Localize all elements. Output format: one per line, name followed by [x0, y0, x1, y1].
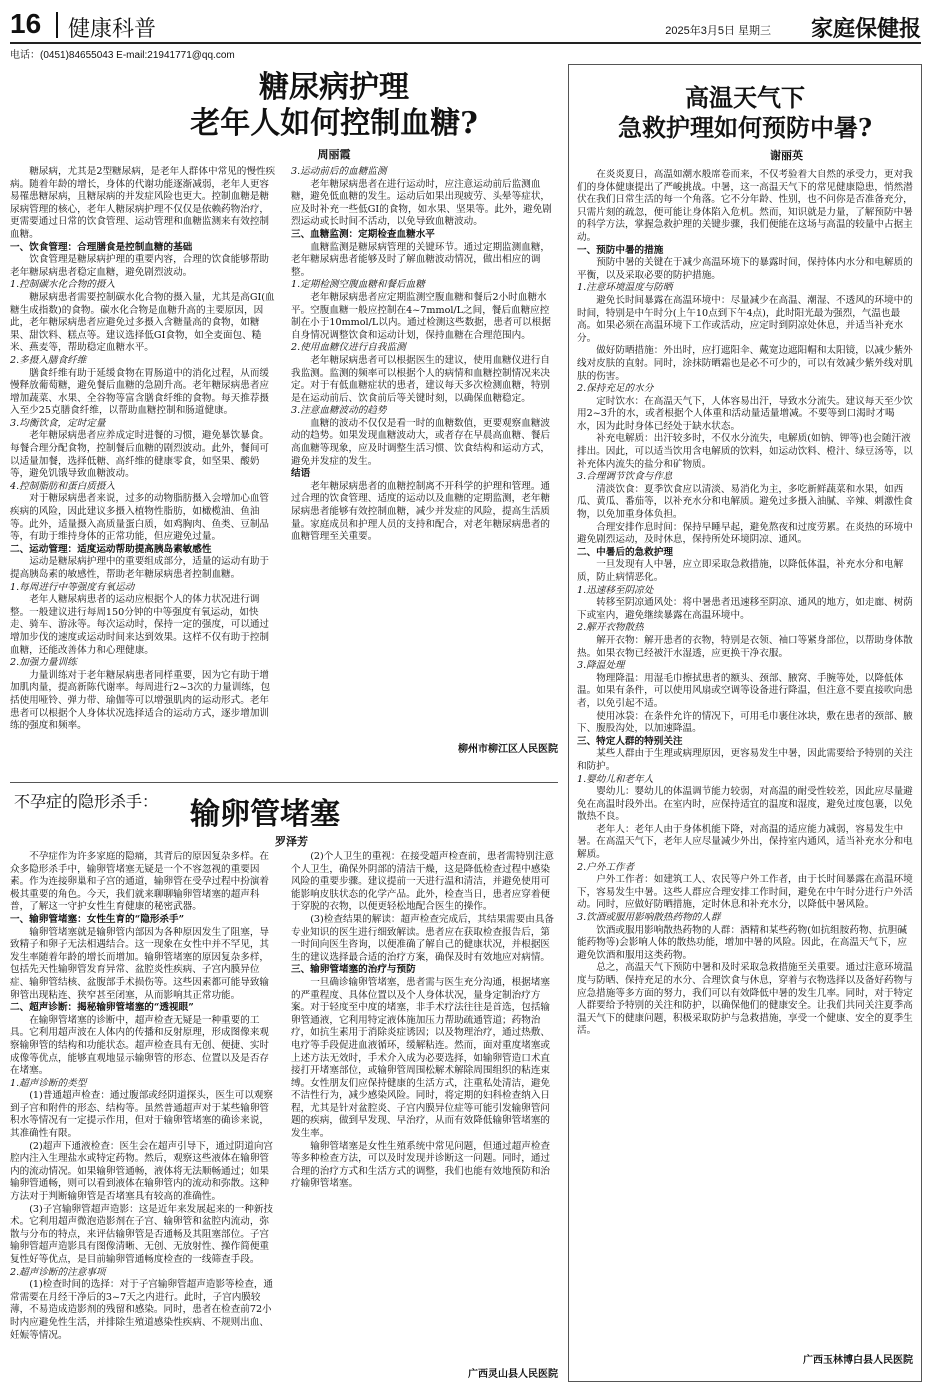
- paragraph: 糖尿病患者需要控制碳水化合物的摄入量，尤其是高GI(血糖生成指数)的食物。碳水化合物是血糖升高的主要原因，因此，老年糖尿病患者应避免过多摄入含糖量高的食物，如糖果、甜饮料、糕点等。建议选择低GI食物，如全麦面包、糙米、燕麦等，帮助稳定血糖水平。: [10, 291, 275, 354]
- article-heatstroke: [568, 64, 922, 1382]
- sub-heading: 2.解开衣物散热: [577, 622, 644, 634]
- paragraph: 饮食管理是糖尿病护理的重要内容，合理的饮食能够帮助老年糖尿病患者稳定血糖，避免剧烈波动。: [10, 254, 270, 278]
- paragraph: 某些人群由于生理或病理原因，更容易发生中暑，因此需要给予特别的关注和防护。: [577, 748, 913, 772]
- newspaper-brand: 家庭保健报: [810, 16, 921, 42]
- sub-heading: 4.控制脂肪和蛋白质摄入: [10, 480, 116, 492]
- paragraph: (3)检查结果的解读：超声检查完成后，其结果需要由具备专业知识的医生进行细致解读。患者应在获取检查报告后，第一时间向医生咨询，以便准确了解自己的健康状况，并根据医生的建议选择最合适的治疗方案，确保及时有效地应对病情。: [291, 913, 555, 963]
- section-heading: 二、运动管理：适度运动帮助提高胰岛素敏感性: [10, 543, 212, 555]
- sub-heading: 1.迅速移至阴凉处: [577, 584, 654, 596]
- sub-heading: 1.超声诊断的类型: [10, 1077, 87, 1089]
- paragraph: 老年糖尿病患者可以根据医生的建议，使用血糖仪进行自我监测。监测的频率可以根据个人的病情和血糖控制情况来决定。对于有低血糖症状的患者，建议每天多次检测血糖，特别是在运动前后、饮食前后等关键时刻，以确保血糖稳定。: [291, 354, 551, 404]
- sub-heading: 3.饮酒或服用影响散热药物的人群: [577, 912, 721, 924]
- article3-source: 广西玉林博白县人民医院: [803, 1355, 913, 1366]
- article2-author: 罗泽芳: [275, 835, 308, 848]
- sub-heading: 3.均衡饮食，定时定量: [10, 417, 106, 429]
- paragraph: 血糖监测是糖尿病管理的关键环节。通过定期监测血糖，老年糖尿病患者能够及时了解血糖波动情况，做出相应的调整。: [291, 241, 551, 278]
- paragraph: 一旦确诊输卵管堵塞，患者需与医生充分沟通，根据堵塞的严重程度、具体位置以及个人身体状况，量身定制治疗方案。对于轻度至中度的堵塞，非手术疗法往往是首选，包括输卵管通液，它利用特定液体施加压力帮助疏通管道；药物治疗，如抗生素用于消除炎症诱因；以及物理治疗，通过热敷、电疗等手段促进血液循环，缓解粘连。然而，面对重度堵塞或上述方法无效时，手术介入成为必要选择，如输卵管造口术直接打开堵塞部位，或输卵管周围松解术解除周围组织的粘连束缚。女性朋友们应保持健康的生活方式，注重私处清洁，避免不洁性行为，减少感染风险。同时，将定期的妇科检查纳入日程，尤其是针对盆腔炎、子宫内膜异位症等可能引发输卵管问题的疾病，做到早发现、早治疗，从而有效降低输卵管堵塞的发生率。: [291, 976, 551, 1140]
- paragraph: 输卵管堵塞是女性生殖系统中常见问题，但通过超声检查等多种检查方法，可以及时发现并诊断这一问题。同时，通过合理的治疗方式和生活方式的调整，我们也能有效地预防和治疗输卵管堵塞。: [291, 1140, 551, 1190]
- article1-source: 柳州市柳江区人民医院: [458, 744, 558, 755]
- sub-heading: 1.每周进行中等强度有氧运动: [10, 581, 135, 593]
- sub-heading: 2.户外工作者: [577, 861, 635, 873]
- paragraph: 定时饮水：在高温天气下，人体容易出汗，导致水分流失。建议每天至少饮用2~3升的水，或者根据个人体重和活动量适量增减。不要等到口渴时才喝水，因为此时身体已经处于缺水状态。: [577, 395, 913, 432]
- sub-heading: 2.多摄入膳食纤维: [10, 354, 87, 366]
- paragraph: 糖尿病，尤其是2型糖尿病，是老年人群体中常见的慢性疾病。随着年龄的增长，身体的代谢功能逐渐减弱，老年人更容易罹患糖尿病，且糖尿病的并发症风险也更大。控制血糖是糖尿病管理的核心，老年人糖尿病护理不仅仅是依赖药物治疗，更需要通过日常的饮食管理、运动管理和血糖监测来有效控制血糖。: [10, 166, 276, 240]
- paragraph: 不孕症作为许多家庭的隐痛，其背后的原因复杂多样。在众多隐形杀手中，输卵管堵塞无疑是一个不容忽视的重要因素。作为连接卵巢和子宫的通道，输卵管在受孕过程中扮演着极其重要的角色。今天，我们就来聊聊输卵管堵塞的超声科普，了解这一守护女性生育健康的秘密武器。: [10, 851, 270, 913]
- sub-heading: 3.合理调节饮食与作息: [577, 471, 673, 483]
- article2-body: [10, 851, 558, 1361]
- sub-heading: 3.降温处理: [577, 660, 625, 672]
- paragraph: 总之，高温天气下预防中暑和及时采取急救措施至关重要。通过注意环境温度与防晒、保持充足的水分、合理饮食与休息，穿着与衣物选择以及备好药物与应急措施等多方面的努力，我们可以有效降低中暑的发生几率。同时，对于特定人群要给予特别的关注和防护，以确保他们的健康安全。让我们共同关注夏季高温天气下的健康问题，积极采取防护与急救措施，享受一个健康、安全的夏季生活。: [577, 962, 913, 1037]
- section-heading: 三、输卵管堵塞的治疗与预防: [291, 964, 416, 976]
- sub-heading: 3.运动前后的血糖监测: [291, 166, 387, 177]
- paragraph: 婴幼儿：婴幼儿的体温调节能力较弱，对高温的耐受性较差，因此应尽量避免在高温时段外出。在室内时，应保持适宜的温度和湿度，避免过度包裹，以免散热不良。: [577, 786, 913, 823]
- article3-body: [577, 169, 913, 1347]
- section-heading: 结语: [291, 468, 311, 480]
- paragraph: 物理降温：用湿毛巾擦拭患者的额头、颈部、腋窝、手腕等处，以降低体温。如果有条件，可以使用风扇或空调等设备进行降温，但注意不要直接吹向患者，以免引起不适。: [577, 672, 913, 709]
- article1-body: [10, 166, 558, 736]
- paragraph: 对于糖尿病患者来说，过多的动物脂肪摄入会增加心血管疾病的风险，因此建议多摄入植物性脂肪，如橄榄油、鱼油等。此外，适量摄入高质量蛋白质，如鸡胸肉、鱼类、豆制品等，有助于维持身体的正常功能，但应避免过量。: [10, 493, 270, 543]
- section-heading: 一、输卵管堵塞：女性生育的“隐形杀手”: [10, 913, 185, 925]
- article3-author: 谢丽英: [770, 149, 803, 162]
- paragraph: 户外工作者：如建筑工人、农民等户外工作者，由于长时间暴露在高温环境下，容易发生中暑。这些人群应合理安排工作时间，避免在中午时分进行户外活动。同时，应做好防晒措施，定时休息和补充水分，以降低中暑风险。: [577, 874, 913, 911]
- article3-title-line2: 急救护理如何预防中暑?: [617, 113, 873, 142]
- paragraph: 转移至阴凉通风处：将中暑患者迅速移至阴凉、通风的地方，如走廊、树荫下或室内，避免继续暴露在高温环境中。: [577, 597, 913, 621]
- paragraph: (1)检查时间的选择：对于子宫输卵管超声造影等检查，通常需要在月经干净后的3~7天之内进行。此时，子宫内膜较薄，不易造成造影剂的残留和感染。同时，患者在检查前72小时内应避免性生活，并排除生殖道感染性疾病、不规则出血、妊娠等情况。: [10, 1279, 274, 1341]
- sub-heading: 2.加强力量训练: [10, 657, 77, 669]
- paragraph: 老年糖尿病患者的血糖控制离不开科学的护理和管理。通过合理的饮食管理、适度的运动以及血糖的定期监测，老年糖尿病患者能够有效控制血糖，减少并发症的风险，提高生活质量。家庭成员和护理人员的支持和配合，对老年糖尿病患者的血糖管理至关重要。: [291, 480, 551, 543]
- article2-title: 输卵管堵塞: [190, 797, 340, 832]
- page-number: 16: [10, 8, 42, 39]
- sub-heading: 2.超声诊断的注意事项: [10, 1266, 106, 1278]
- sub-heading: 1.注意环境温度与防晒: [577, 282, 673, 294]
- section-heading: 一、饮食管理：合理膳食是控制血糖的基础: [10, 241, 193, 253]
- paragraph: 清淡饮食：夏季饮食应以清淡、易消化为主，多吃新鲜蔬菜和水果，如西瓜、黄瓜、番茄等，以补充水分和电解质。避免过多摄入油腻、辛辣、刺激性食物，以免加重身体负担。: [577, 483, 913, 521]
- section-heading: 一、预防中暑的措施: [577, 244, 664, 256]
- page-header: [10, 8, 921, 44]
- section-heading: 三、特定人群的特别关注: [577, 735, 683, 747]
- paragraph: 合理安排作息时间：保持早睡早起，避免熬夜和过度劳累。在炎热的环境中避免剧烈运动，及时休息，保持所处环境阴凉、通风。: [577, 521, 913, 546]
- sub-heading: 1.婴幼儿和老年人: [577, 773, 654, 785]
- article1-author: 周丽霞: [317, 148, 351, 161]
- paragraph: 血糖的波动不仅仅是看一时的血糖数值，更要观察血糖波动的趋势。如果发现血糖波动大，或者存在早晨高血糖、餐后高血糖等现象，应及时调整生活习惯、饮食结构和运动方式，避免并发症的发生。: [291, 417, 551, 467]
- article1-title-line1: 糖尿病护理: [259, 70, 409, 105]
- sub-heading: 2.使用血糖仪进行自我监测: [291, 342, 406, 354]
- section-name: 健康科普: [68, 17, 157, 42]
- article-tubal-blockage: [10, 782, 558, 1383]
- header-divider: [56, 12, 58, 38]
- paragraph: 避免长时间暴露在高温环境中：尽量减少在高温、潮湿、不透风的环境中的时间，特别是中午时分(上午10点到下午4点)，此时阳光最为强烈，气温也最高。如果必须在高温环境下工作或活动，应定时到阴凉处休息，并适当补充水分。: [577, 294, 913, 344]
- paragraph: 老年人糖尿病患者的运动应根据个人的体力状况进行调整。一般建议进行每周150分钟的中等强度有氧运动，如快走、骑车、游泳等。每次运动时，保持一定的强度，可以通过增加步伐的速度或运动时间来达到效果。这样不仅有助于控制血糖，还能改善体力和心理健康。: [10, 594, 270, 656]
- paragraph: (2)个人卫生的重视：在接受超声检查前，患者需特别注意个人卫生，确保外阴部的清洁干燥，这是降低检查过程中感染风险的重要步骤。建议提前一天进行温和清洁，并避免使用可能影响皮肤状态的化学产品。此外，检查当日，患者应穿着便于穿脱的衣物，以便更轻松地配合医生的操作。: [291, 851, 555, 913]
- paragraph: 老年糖尿病患者应养成定时进餐的习惯，避免暴饮暴食。每餐合理分配食物，控制餐后血糖的剧烈波动。此外，餐间可以适量加餐，选择低糖、高纤维的健康零食，如坚果、酸奶等，避免饥饿导致血糖波动。: [10, 430, 270, 480]
- paragraph: 力量训练对于老年糖尿病患者同样重要，因为它有助于增加肌肉量，提高新陈代谢率。每周进行2~3次的力量训练，包括使用哑铃、弹力带、瑜伽等可以增强肌肉的运动形式。老年患者可以根据个人身体状况选择适合的运动方式，逐步增加训练的强度和频率。: [10, 669, 271, 732]
- paragraph: 老年人：老年人由于身体机能下降，对高温的适应能力减弱，容易发生中暑。在高温天气下，老年人应尽量减少外出，保持室内通风，适当补充水分和电解质。: [577, 823, 913, 861]
- section-heading: 三、血糖监测：定期检查血糖水平: [291, 228, 435, 240]
- paragraph: 预防中暑的关键在于减少高温环境下的暴露时间，保持体内水分和电解质的平衡，以及采取必要的防护措施。: [577, 257, 913, 281]
- paragraph: 老年糖尿病患者在进行运动时，应注意运动前后监测血糖，避免低血糖的发生。运动后如果出现疲劳、头晕等症状，应及时补充一些低GI的食物，如水果、坚果等。此外，避免剧烈运动或长时间不活动，以免导致血糖波动。: [291, 178, 552, 228]
- paragraph: (2)超声下通液检查：医生会在超声引导下，通过阴道向宫腔内注入生理盐水或特定药物。然后，观察这些液体在输卵管内的流动情况。如果输卵管通畅，液体将无法顺畅通过；如果输卵管通畅，则可以看到液体在输卵管内的流动和弥散。这种方法对于判断输卵管是否堵塞具有较高的准确性。: [10, 1140, 274, 1203]
- issue-date: 2025年3月5日 星期三: [665, 25, 771, 37]
- sub-heading: 1.控制碳水化合物的摄入: [10, 279, 116, 291]
- paragraph: 补充电解质：出汗较多时，不仅水分流失，电解质(如钠、钾等)也会随汗液排出。因此，可以适当饮用含电解质的饮料，如运动饮料、橙汁、绿豆汤等，以补充体内流失的盐分和矿物质。: [577, 433, 913, 470]
- paragraph: 输卵管堵塞就是输卵管内部因为各种原因发生了阻塞，导致精子和卵子无法相遇结合。这一现象在女性中并不罕见，其发生率随着年龄的增长而增加。输卵管堵塞的原因复杂多样，包括先天性输卵管发育异常、盆腔炎性疾病、子宫内膜异位症、输卵管结核、盆腹部手术损伤等。这些因素都可能导致输卵管出现粘连、狭窄甚至闭塞，从而影响其正常功能。: [10, 926, 270, 1001]
- section-heading: 二、超声诊断：揭秘输卵管堵塞的“透视眼”: [10, 1002, 194, 1014]
- sub-heading: 2.保持充足的水分: [577, 383, 654, 395]
- paragraph: 使用冰袋：在条件允许的情况下，可用毛巾裹住冰块，敷在患者的颈部、腋下、腹股沟处，以加速降温。: [577, 710, 913, 735]
- article2-source: 广西灵山县人民医院: [468, 1369, 558, 1380]
- paragraph: 解开衣物：解开患者的衣物，特别是衣领、袖口等紧身部位，以帮助身体散热。如果衣物已经被汗水湿透，应更换干净衣服。: [577, 634, 913, 659]
- paragraph: 在炎炎夏日，高温如潮水般席卷而来，不仅考验着大自然的承受力，更对我们的身体健康提出了严峻挑战。中暑，这一高温天气下的常见健康隐患，悄然潜伏在我们日常生活的每一个角落。它不分年龄、性别，也不问你是否准备充分，只需片刻的疏忽，便可能让身体陷入危机。然而，知识就是力量，了解预防中暑的科学方法，掌握急救护理的关键步骤，我们便能在这场与高温的较量中占据主动。: [577, 169, 913, 243]
- sub-heading: 1.定期检测空腹血糖和餐后血糖: [291, 279, 425, 291]
- paragraph: 膳食纤维有助于延缓食物在胃肠道中的消化过程，从而缓慢释放葡萄糖，避免餐后血糖的急剧升高。老年糖尿病患者应增加蔬菜、水果、全谷物等富含膳食纤维的食物。每天推荐摄入至少25克膳食纤维，以帮助血糖控制和肠道健康。: [10, 367, 270, 417]
- article3-title-line1: 高温天气下: [685, 83, 805, 112]
- paragraph: (3)子宫输卵管超声造影：这是近年来发展起来的一种新技术。它利用超声微泡造影剂在子宫、输卵管和盆腔内流动，弥散与分布的特点，来评估输卵管是否通畅及其阻塞部位。子宫输卵管超声造影具有图像清晰、无创、无放射性、操作简便重复性好等优点，是目前输卵管通畅度检查的一线筛查手段。: [10, 1203, 274, 1265]
- sub-heading: 3.注意血糖波动的趋势: [291, 405, 387, 417]
- paragraph: 一旦发现有人中暑，应立即采取急救措施，以降低体温，补充水分和电解质，防止病情恶化。: [577, 559, 904, 583]
- section-heading: 二、中暑后的急救护理: [577, 546, 673, 558]
- paragraph: 饮酒或服用影响散热药物的人群：酒精和某些药物(如抗组胺药物、抗胆碱能药物等)会影响人体的散热功能，增加中暑的风险。因此，在高温天气下，应避免饮酒和服用这类药物。: [577, 924, 907, 961]
- paragraph: 运动是糖尿病护理中的重要组成部分，适量的运动有助于提高胰岛素的敏感性，帮助老年糖尿病患者控制血糖。: [10, 556, 270, 580]
- article1-title-line2: 老年人如何控制血糖?: [190, 106, 478, 141]
- paragraph: 在输卵管堵塞的诊断中，超声检查无疑是一种重要的工具。它利用超声波在人体内的传播和反射原理，形成图像来观察输卵管的结构和功能状态。超声检查具有无创、便捷、实时成像等优点，能够直观地显示输卵管的形态、位置以及是否存在堵塞。: [10, 1014, 270, 1077]
- paragraph: 老年糖尿病患者应定期监测空腹血糖和餐后2小时血糖水平。空腹血糖一般应控制在4~7mmol/L之间，餐后血糖应控制在小于10mmol/L以内。通过检测这些数据，患者可以根据自身情况调整饮食和运动计划，保持血糖在合理范围内。: [291, 291, 551, 341]
- paragraph: 做好防晒措施：外出时，应打遮阳伞、戴宽边遮阳帽和太阳镜，以减少紫外线对皮肤的直射。同时，涂抹防晒霜也是必不可少的，可以有效减少紫外线对肌肤的伤害。: [577, 345, 913, 382]
- article2-kicker: 不孕症的隐形杀手：: [14, 792, 159, 811]
- article-diabetes: [10, 62, 558, 776]
- contact-line: 电话：(0451)84655043 E-mail:21941771@qq.com: [10, 50, 235, 61]
- paragraph: (1)普通超声检查：通过腹部或经阴道探头，医生可以观察到子宫和附件的形态、结构等。虽然普通超声对于某些输卵管积水等情况有一定提示作用，但对于输卵管堵塞的确诊来说，其准确性有限。: [10, 1090, 274, 1140]
